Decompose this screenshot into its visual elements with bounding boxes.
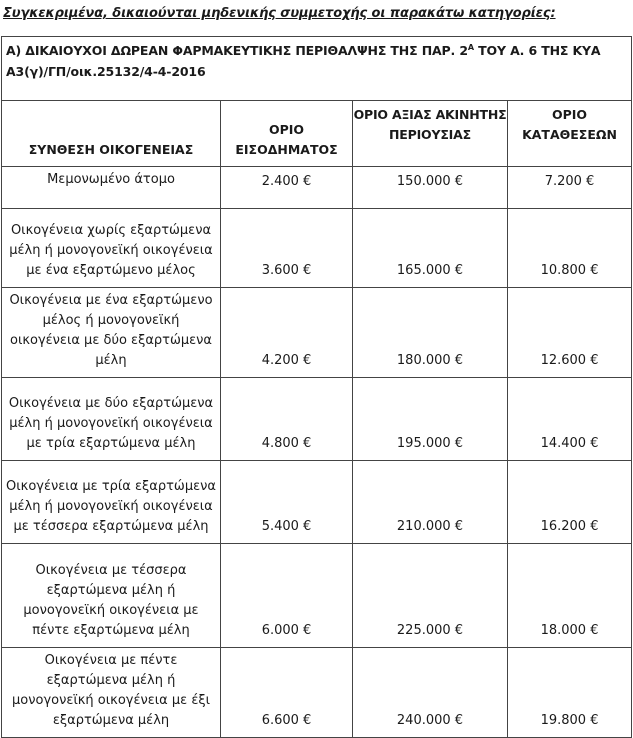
property-limit-cell: 180.000 € [353, 288, 508, 378]
table-title [2, 37, 632, 101]
family-composition-cell: Οικογένεια με τέσσερα εξαρτώμενα μέλη ή μονογονεϊκή οικογένεια με πέντε εξαρτώμενα μέλη [2, 544, 221, 648]
deposits-limit-cell: 7.200 € [508, 167, 632, 209]
income-limit-cell: 3.600 € [221, 209, 353, 288]
income-limit-cell: 6.600 € [221, 648, 353, 738]
property-limit-cell: 210.000 € [353, 461, 508, 544]
income-limit-cell: 5.400 € [221, 461, 353, 544]
table-title-main: Α) ΔΙΚΑΙΟΥΧΟΙ ΔΩΡΕΑΝ ΦΑΡΜΑΚΕΥΤΙΚΗΣ ΠΕΡΙΘΑΛΨΗΣ ΤΗΣ ΠΑΡ. 2 [6, 43, 468, 58]
family-composition-cell: Οικογένεια με πέντε εξαρτώμενα μέλη ή μονογονεϊκή οικογένεια με έξι εξαρτώμενα μέλη [2, 648, 221, 738]
table-row [2, 167, 632, 209]
property-limit-cell: 195.000 € [353, 378, 508, 461]
property-limit-cell: 240.000 € [353, 648, 508, 738]
header-income-limit: ΟΡΙΟ ΕΙΣΟΔΗΜΑΤΟΣ [221, 101, 353, 167]
table-row [2, 378, 632, 461]
eligibility-table [1, 36, 632, 738]
family-composition-cell: Οικογένεια με δύο εξαρτώμενα μέλη ή μονογονεϊκή οικογένεια με τρία εξαρτώμενα μέλη [2, 378, 221, 461]
intro-heading: Συγκεκριμένα, δικαιούνται μηδενικής συμμετοχής οι παρακάτω κατηγορίες: [3, 6, 556, 21]
table-row [2, 648, 632, 738]
table-header-row [2, 101, 632, 167]
table-row [2, 209, 632, 288]
deposits-limit-cell: 19.800 € [508, 648, 632, 738]
income-limit-cell: 2.400 € [221, 167, 353, 209]
table-row [2, 461, 632, 544]
property-limit-cell: 150.000 € [353, 167, 508, 209]
deposits-limit-cell: 12.600 € [508, 288, 632, 378]
property-limit-cell: 165.000 € [353, 209, 508, 288]
header-family-composition: ΣΥΝΘΕΣΗ ΟΙΚΟΓΕΝΕΙΑΣ [2, 101, 221, 167]
income-limit-cell: 4.200 € [221, 288, 353, 378]
deposits-limit-cell: 18.000 € [508, 544, 632, 648]
deposits-limit-cell: 16.200 € [508, 461, 632, 544]
header-property-limit: ΟΡΙΟ ΑΞΙΑΣ ΑΚΙΝΗΤΗΣ ΠΕΡΙΟΥΣΙΑΣ [353, 101, 508, 167]
table-row [2, 544, 632, 648]
income-limit-cell: 4.800 € [221, 378, 353, 461]
header-deposits-limit: ΟΡΙΟ ΚΑΤΑΘΕΣΕΩΝ [508, 101, 632, 167]
table-row [2, 288, 632, 378]
family-composition-cell: Οικογένεια με ένα εξαρτώμενο μέλος ή μονογονεϊκή οικογένεια με δύο εξαρτώμενα μέλη [2, 288, 221, 378]
table-title-superscript: Α [467, 42, 474, 52]
family-composition-cell: Μεμονωμένο άτομο [2, 167, 221, 209]
deposits-limit-cell: 14.400 € [508, 378, 632, 461]
property-limit-cell: 225.000 € [353, 544, 508, 648]
table-title-reference: ΤΟΥ Α. 6 ΤΗΣ ΚΥΑ Α3(γ)/ΓΠ/οικ.25132/4-4-2016 [6, 43, 601, 79]
deposits-limit-cell: 10.800 € [508, 209, 632, 288]
family-composition-cell: Οικογένεια με τρία εξαρτώμενα μέλη ή μονογονεϊκή οικογένεια με τέσσερα εξαρτώμενα μέλη [2, 461, 221, 544]
family-composition-cell: Οικογένεια χωρίς εξαρτώμενα μέλη ή μονογονεϊκή οικογένεια με ένα εξαρτώμενο μέλος [2, 209, 221, 288]
income-limit-cell: 6.000 € [221, 544, 353, 648]
